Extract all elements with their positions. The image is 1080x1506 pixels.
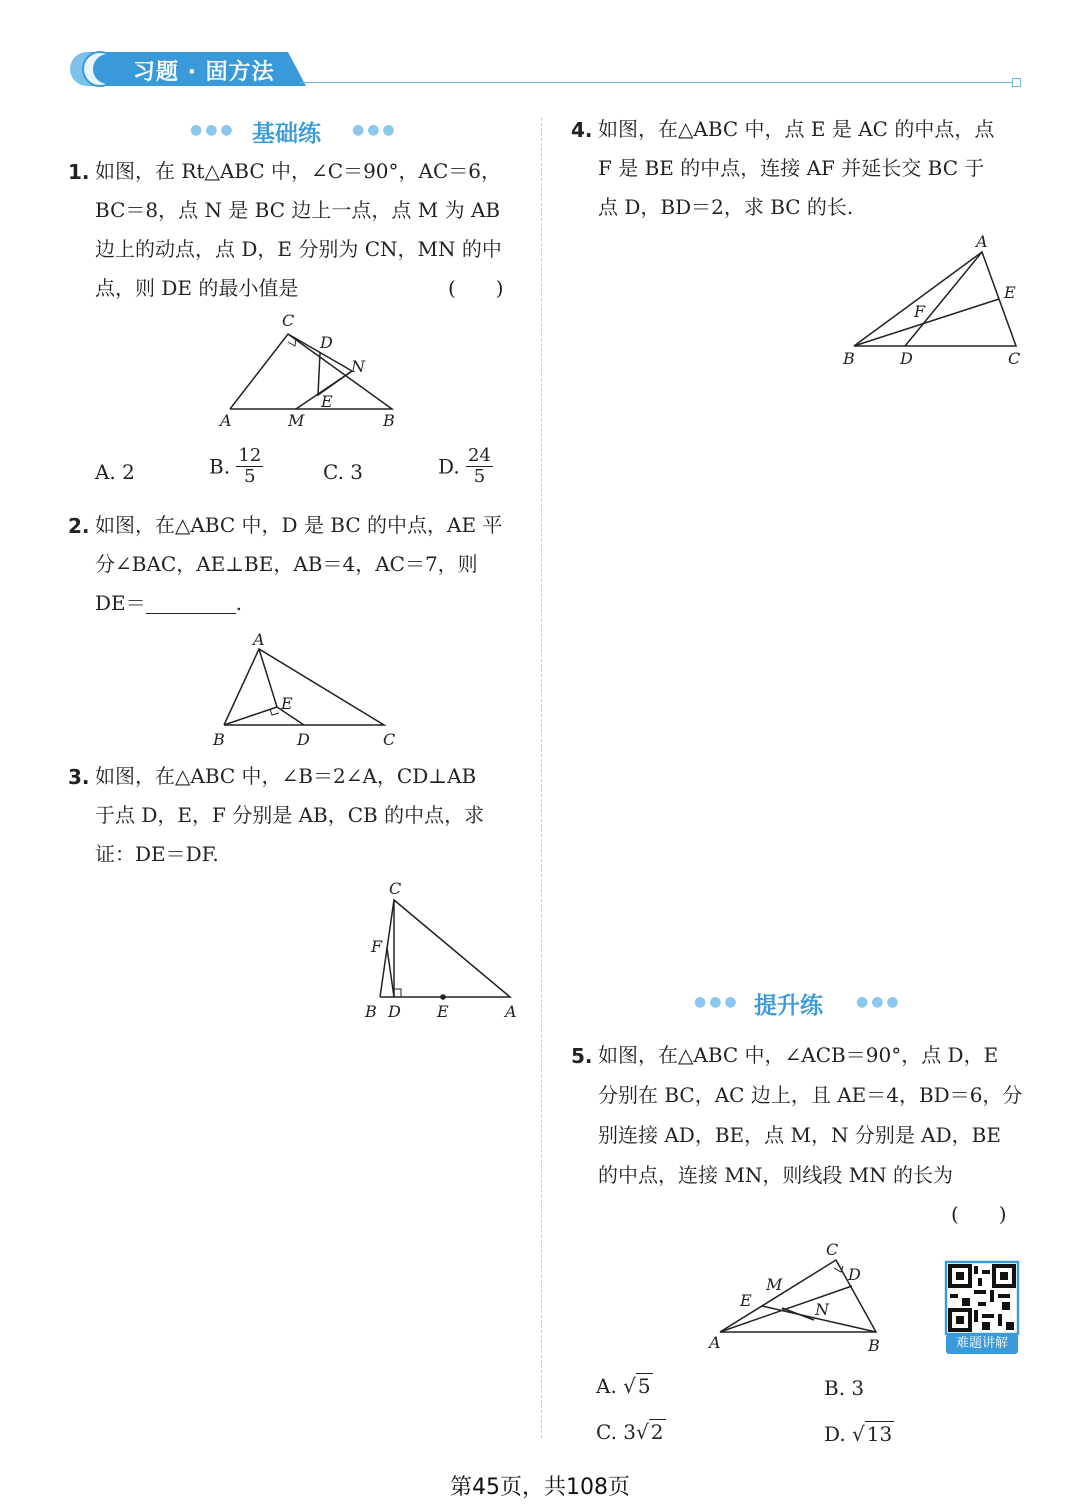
header-title: 习题 · 固方法 (133, 60, 275, 85)
q2-answer-blank (146, 595, 236, 614)
q3-line-1: 如图，在△ABC 中，∠B＝2∠A，CD⊥AB (95, 764, 477, 788)
q1-line-2: BC＝8，点 N 是 BC 边上一点，点 M 为 AB (95, 198, 501, 222)
qr-label[interactable]: 难题讲解 (946, 1334, 1018, 1354)
q5-label-N: N (815, 1300, 829, 1319)
q4-line-1: 如图，在△ABC 中，点 E 是 AC 的中点，点 (598, 117, 995, 141)
q3-label-D: D (388, 1002, 401, 1021)
q2-line-2: 分∠BAC，AE⊥BE，AB＝4，AC＝7，则 (95, 552, 478, 576)
q5-label-A: A (709, 1333, 721, 1352)
q1-option-b: B. $\frac{12}{5}$ (209, 445, 262, 487)
q4-label-D: D (900, 349, 913, 368)
q3-line-3: 证：DE＝DF. (95, 842, 219, 866)
q5-label-M: M (766, 1275, 783, 1294)
q4-line-2: F 是 BE 的中点，连接 AF 并延长交 BC 于 (598, 156, 985, 180)
page-footer: 第45页，共108页 (450, 1475, 630, 1500)
q1-label-E: E (321, 392, 333, 411)
q1-answer-paren: ( ) (448, 276, 504, 300)
q2-line-3: DE＝ . (95, 591, 242, 615)
q5-option-a: A. √ 5 (596, 1374, 651, 1398)
q2-figure (208, 628, 408, 748)
q2-label-D: D (297, 730, 310, 749)
section-dots-left-2: ●●● (694, 994, 740, 1010)
q5-label-B: B (868, 1336, 880, 1355)
q5-option-b: B. 3 (824, 1376, 865, 1400)
q5-option-c: C. 3√ 2 (596, 1420, 664, 1444)
q4-label-E: E (1004, 283, 1016, 302)
q1-number: 1. (68, 160, 90, 184)
column-divider (541, 118, 542, 1438)
q5-line-4: 的中点，连接 MN，则线段 MN 的长为 (598, 1163, 954, 1187)
section-dots-left: ●●● (190, 122, 236, 138)
q3-label-B: B (365, 1002, 377, 1021)
q1-option-c: C. 3 (323, 460, 364, 484)
q5-figure (704, 1238, 894, 1358)
q3-figure (360, 876, 530, 1026)
header-rule-end (1012, 78, 1021, 87)
q5-answer-paren: ( ) (951, 1202, 1007, 1226)
q1-label-D: D (320, 333, 333, 352)
q5-line-2: 分别在 BC，AC 边上，且 AE＝4，BD＝6，分 (598, 1083, 1023, 1107)
q5-number: 5. (571, 1044, 593, 1068)
q3-number: 3. (68, 765, 90, 789)
q1-label-N: N (351, 357, 365, 376)
q4-label-F: F (914, 302, 926, 321)
q4-figure (838, 230, 1038, 370)
q3-label-E: E (437, 1002, 449, 1021)
q3-label-C: C (389, 879, 402, 898)
header-rule (300, 82, 1016, 83)
q5-option-d: D. √ 13 (824, 1422, 893, 1446)
q1-figure (218, 312, 418, 432)
q3-label-A: A (505, 1002, 517, 1021)
q5-label-D: D (848, 1265, 861, 1284)
q1-line-3: 边上的动点，点 D，E 分别为 CN，MN 的中 (95, 237, 502, 261)
q1-option-d: D. $\frac{24}{5}$ (438, 445, 491, 487)
q2-label-B: B (213, 730, 225, 749)
q2-line-1: 如图，在△ABC 中，D 是 BC 的中点，AE 平 (95, 513, 503, 537)
q1-label-A: A (220, 411, 232, 430)
q5-line-1: 如图，在△ABC 中，∠ACB＝90°，点 D，E (598, 1043, 999, 1067)
section-title-basic: 基础练 (252, 121, 321, 147)
section-dots-right-2: ●●● (856, 994, 902, 1010)
q1-line-1: 如图，在 Rt△ABC 中，∠C＝90°，AC＝6， (95, 159, 501, 183)
q5-line-3: 别连接 AD，BE，点 M，N 分别是 AD，BE (598, 1123, 1001, 1147)
q4-label-A: A (976, 232, 988, 251)
q1-label-B: B (383, 411, 395, 430)
q4-label-B: B (843, 349, 855, 368)
q3-line-2: 于点 D，E，F 分别是 AB，CB 的中点，求 (95, 803, 485, 827)
q5-label-E: E (740, 1291, 752, 1310)
q3-label-F: F (371, 937, 383, 956)
q4-number: 4. (571, 118, 593, 142)
q2-label-A: A (253, 630, 265, 649)
q4-label-C: C (1008, 349, 1021, 368)
qr-code-icon[interactable] (946, 1262, 1018, 1334)
section-title-advanced: 提升练 (754, 993, 823, 1019)
q2-label-C: C (383, 730, 396, 749)
q1-label-M: M (288, 411, 305, 430)
q2-number: 2. (68, 514, 90, 538)
q1-option-a: A. 2 (95, 460, 135, 484)
q5-label-C: C (826, 1240, 839, 1259)
q1-line-4: 点，则 DE 的最小值是 (95, 276, 299, 300)
q2-label-E: E (281, 694, 293, 713)
q1-label-C: C (282, 311, 295, 330)
section-dots-right: ●●● (352, 122, 398, 138)
q4-line-3: 点 D，BD＝2，求 BC 的长. (598, 195, 854, 219)
